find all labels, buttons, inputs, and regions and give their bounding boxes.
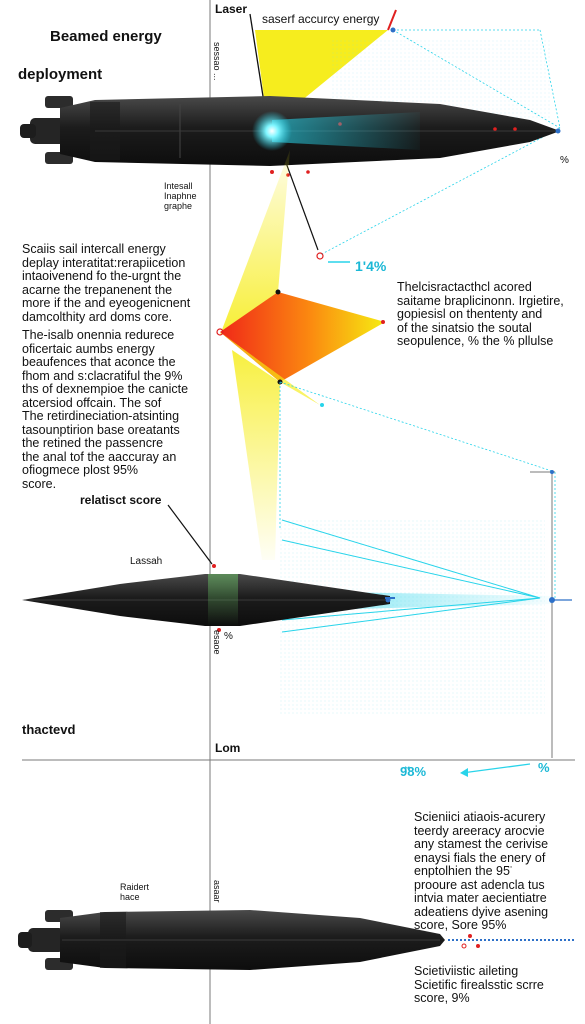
paragraph-bottom-right: Scietiviistic aileting Scietific firealsstic scrre score, 9% (414, 964, 544, 1005)
diamond-cyan-dot (320, 403, 324, 407)
laser-red-tick (388, 10, 396, 30)
vertical-text-1: sessao ... (212, 42, 222, 81)
lassah-label: Lassah (130, 556, 163, 567)
thactevd-label: thactevd (22, 722, 76, 737)
raidert-hace-label: Raidert hace (120, 882, 150, 902)
readout-pct-c: % (538, 760, 550, 775)
vertical-text-3: asaar (212, 880, 222, 903)
paragraph-right-top: Thelcisractacthcl acored saitame braplicinonn. Irgietire, gopiesisl on thententy and of the sinatsio the soutal seopulence, % the % pllulse (397, 280, 564, 348)
relatisct-score-label: relatisct score (80, 493, 162, 507)
title-line-2: deployment (18, 66, 103, 83)
title-line-1: Beamed energy (50, 28, 162, 45)
accuracy-label: saserf accurcy energy (262, 12, 380, 26)
diamond-node-right (381, 320, 385, 324)
readout-arrow (462, 764, 530, 773)
intesall-label: Intesall Inaphne graphe (164, 181, 197, 211)
paragraph-left-mid: The-isalb onennia redurece oficertaic aumbs energy beaufences that aconce the fhom and s:clacratiful the 9% ths of dexnempioe the canicte atcersiod offcain. The sof The retirdineciation-atsinting tasounptirion base oreatants the retined the passencre the anal tof the aaccuray an ofiogmece plost 95% score. (22, 328, 189, 491)
top-guide-node (391, 28, 396, 33)
pointer-relatisct (168, 505, 212, 564)
lom-label: Lom (215, 741, 241, 755)
laser-label: Laser (215, 2, 248, 16)
top-node-right (556, 129, 561, 134)
yellow-cone-down (232, 350, 280, 560)
right-frame-node (550, 470, 554, 474)
readout-14pct: 1'4% (355, 258, 387, 274)
readout-98pct: 9̆8% (400, 764, 427, 779)
vertical-text-2: esaoe (212, 630, 222, 655)
readout-arrow-head (460, 768, 468, 777)
readout-pct-b: % (224, 631, 233, 642)
paragraph-right-bottom: Scieniici atiaois-acurery teerdy areeracy arocvie any stamest the cerivise enaysi fials the enery of enptolhien the 95̈ prooure ast adencla tus intvia mater aecientiatre adeatiens dyive asening score, Sore 95% (414, 810, 549, 932)
readout-pct-a: % (560, 155, 569, 166)
readout-node-red (317, 253, 323, 259)
paragraph-left-top: Scaiis sail intercall energy deplay interatitat:rerapiicetion intaoivenend fo the-urgnt the acarne the trepanenent the more if the and eyeogenicnent damcolthity ard doms core. (22, 242, 191, 324)
rocket-bottom (18, 910, 445, 970)
energy-glow-top (252, 111, 292, 151)
middle-dotted-field (280, 520, 545, 715)
diamond-node-top (276, 290, 281, 295)
pointer-to-readout (285, 160, 318, 250)
